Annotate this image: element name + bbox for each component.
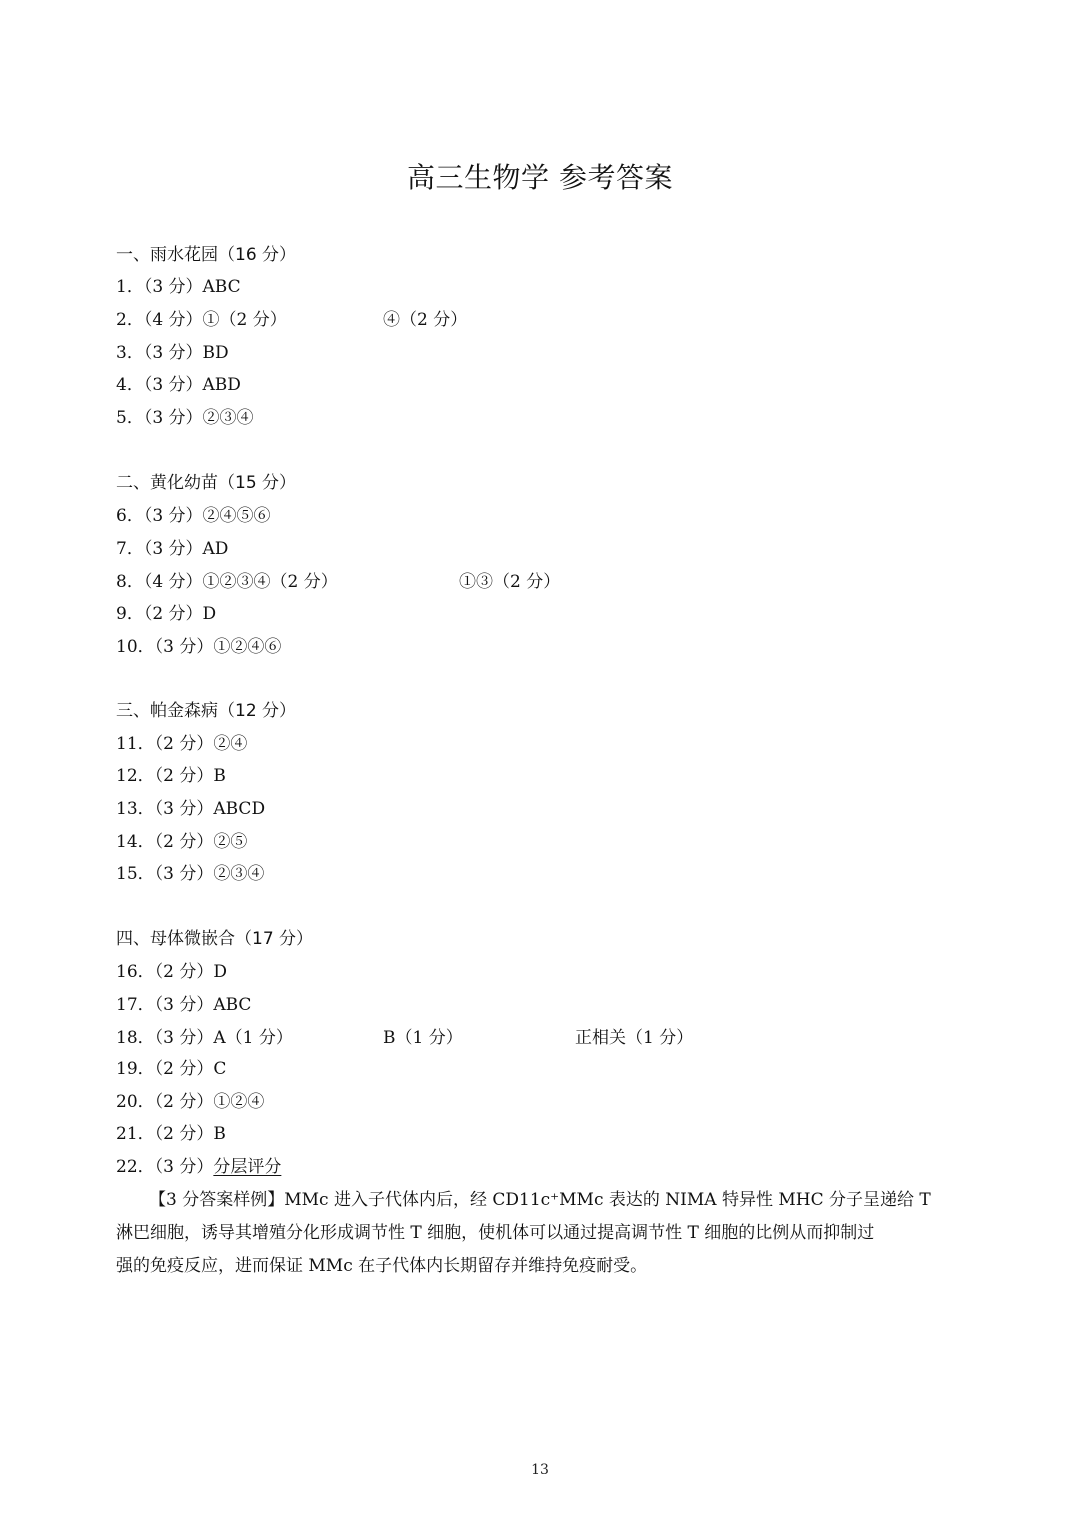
sample-answer-line-1: 【3 分答案样例】MMc 进入子代体内后，经 CD11c⁺MMc 表达的 NIMA 特异性 MHC 分子呈递给 T [149,1190,931,1210]
answer-8-extra: ①③（2 分） [459,572,561,592]
answer-8: 8．（4 分）①②③④（2 分） [116,572,338,592]
answer-11: 11．（2 分）②④ [116,734,248,754]
answer-16: 16．（2 分）D [116,962,227,982]
section-heading-3: 三、帕金森病（12 分） [116,701,297,721]
answer-21: 21．（2 分）B [116,1124,226,1144]
answer-7: 7．（3 分）AD [116,539,229,559]
answer-9: 9．（2 分）D [116,604,217,624]
page-number: 13 [531,1462,549,1478]
answer-13: 13．（3 分）ABCD [116,799,266,819]
answer-10: 10．（3 分）①②④⑥ [116,637,282,657]
answer-15: 15．（3 分）②③④ [116,864,265,884]
sample-answer-line-2: 淋巴细胞，诱导其增殖分化形成调节性 T 细胞，使机体可以通过提高调节性 T 细胞的比例从而抑制过 [116,1223,875,1243]
answer-12: 12．（2 分）B [116,766,226,786]
answer-6: 6．（3 分）②④⑤⑥ [116,506,271,526]
answer-22 [116,1155,281,1179]
answer-18: 18．（3 分）A（1 分） [116,1028,293,1048]
answer-5: 5．（3 分）②③④ [116,408,254,428]
section-heading-4: 四、母体微嵌合（17 分） [116,929,314,949]
sample-answer-paragraph [116,1184,974,1283]
answer-18-extra: B（1 分） [383,1028,463,1048]
answer-20: 20．（2 分）①②④ [116,1092,265,1112]
sample-answer-line-3: 强的免疫反应，进而保证 MMc 在子代体内长期留存并维持免疫耐受。 [116,1256,648,1276]
answer-19: 19．（2 分）C [116,1059,227,1079]
answer-3: 3．（3 分）BD [116,343,229,363]
answer-22-scoring-method: 分层评分 [213,1157,282,1177]
answer-18-extra-2: 正相关（1 分） [575,1028,694,1048]
answer-1: 1．（3 分）ABC [116,277,241,297]
page-title: 高三生物学 参考答案 [407,161,673,194]
answer-2-extra: ④（2 分） [383,310,468,330]
answer-17: 17．（3 分）ABC [116,995,252,1015]
answer-22-label: 22．（3 分） [116,1157,214,1177]
answer-14: 14．（2 分）②⑤ [116,832,248,852]
section-heading-2: 二、黄化幼苗（15 分） [116,473,297,493]
answer-2: 2．（4 分）①（2 分） [116,310,287,330]
section-heading-1: 一、雨水花园（16 分） [116,245,297,265]
answer-4: 4．（3 分）ABD [116,375,241,395]
